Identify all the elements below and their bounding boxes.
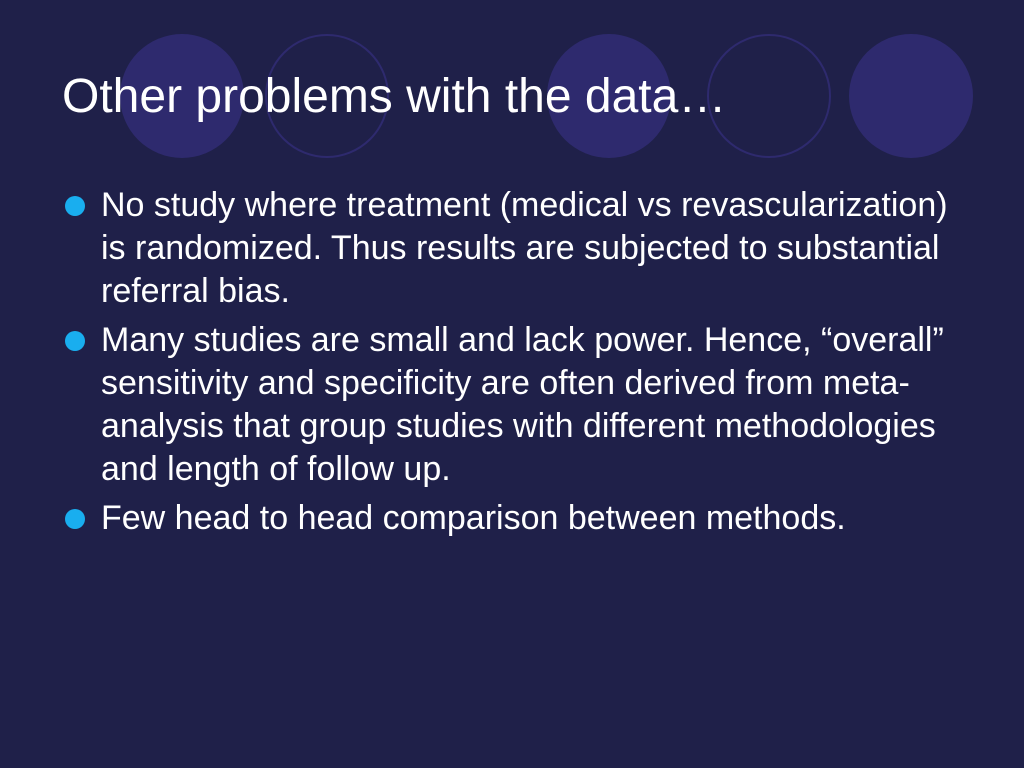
bullet-item	[62, 497, 962, 540]
bullet-dot-icon	[65, 331, 85, 351]
bullet-dot-icon	[65, 509, 85, 529]
bullet-item	[62, 184, 962, 313]
slide-title: Other problems with the data…	[62, 70, 727, 123]
bullet-list	[62, 184, 962, 546]
bullet-text: No study where treatment (medical vs revascularization) is randomized. Thus results are subjected to substantial referral bias.	[101, 186, 948, 310]
bullet-dot-icon	[65, 196, 85, 216]
bullet-text: Many studies are small and lack power. Hence, “overall” sensitivity and specificity are often derived from meta-analysis that group studies with different methodologies and length of follow up.	[101, 321, 944, 488]
bullet-item	[62, 319, 962, 491]
decorative-circle-filled	[849, 34, 973, 158]
bullet-text: Few head to head comparison between methods.	[101, 499, 846, 537]
